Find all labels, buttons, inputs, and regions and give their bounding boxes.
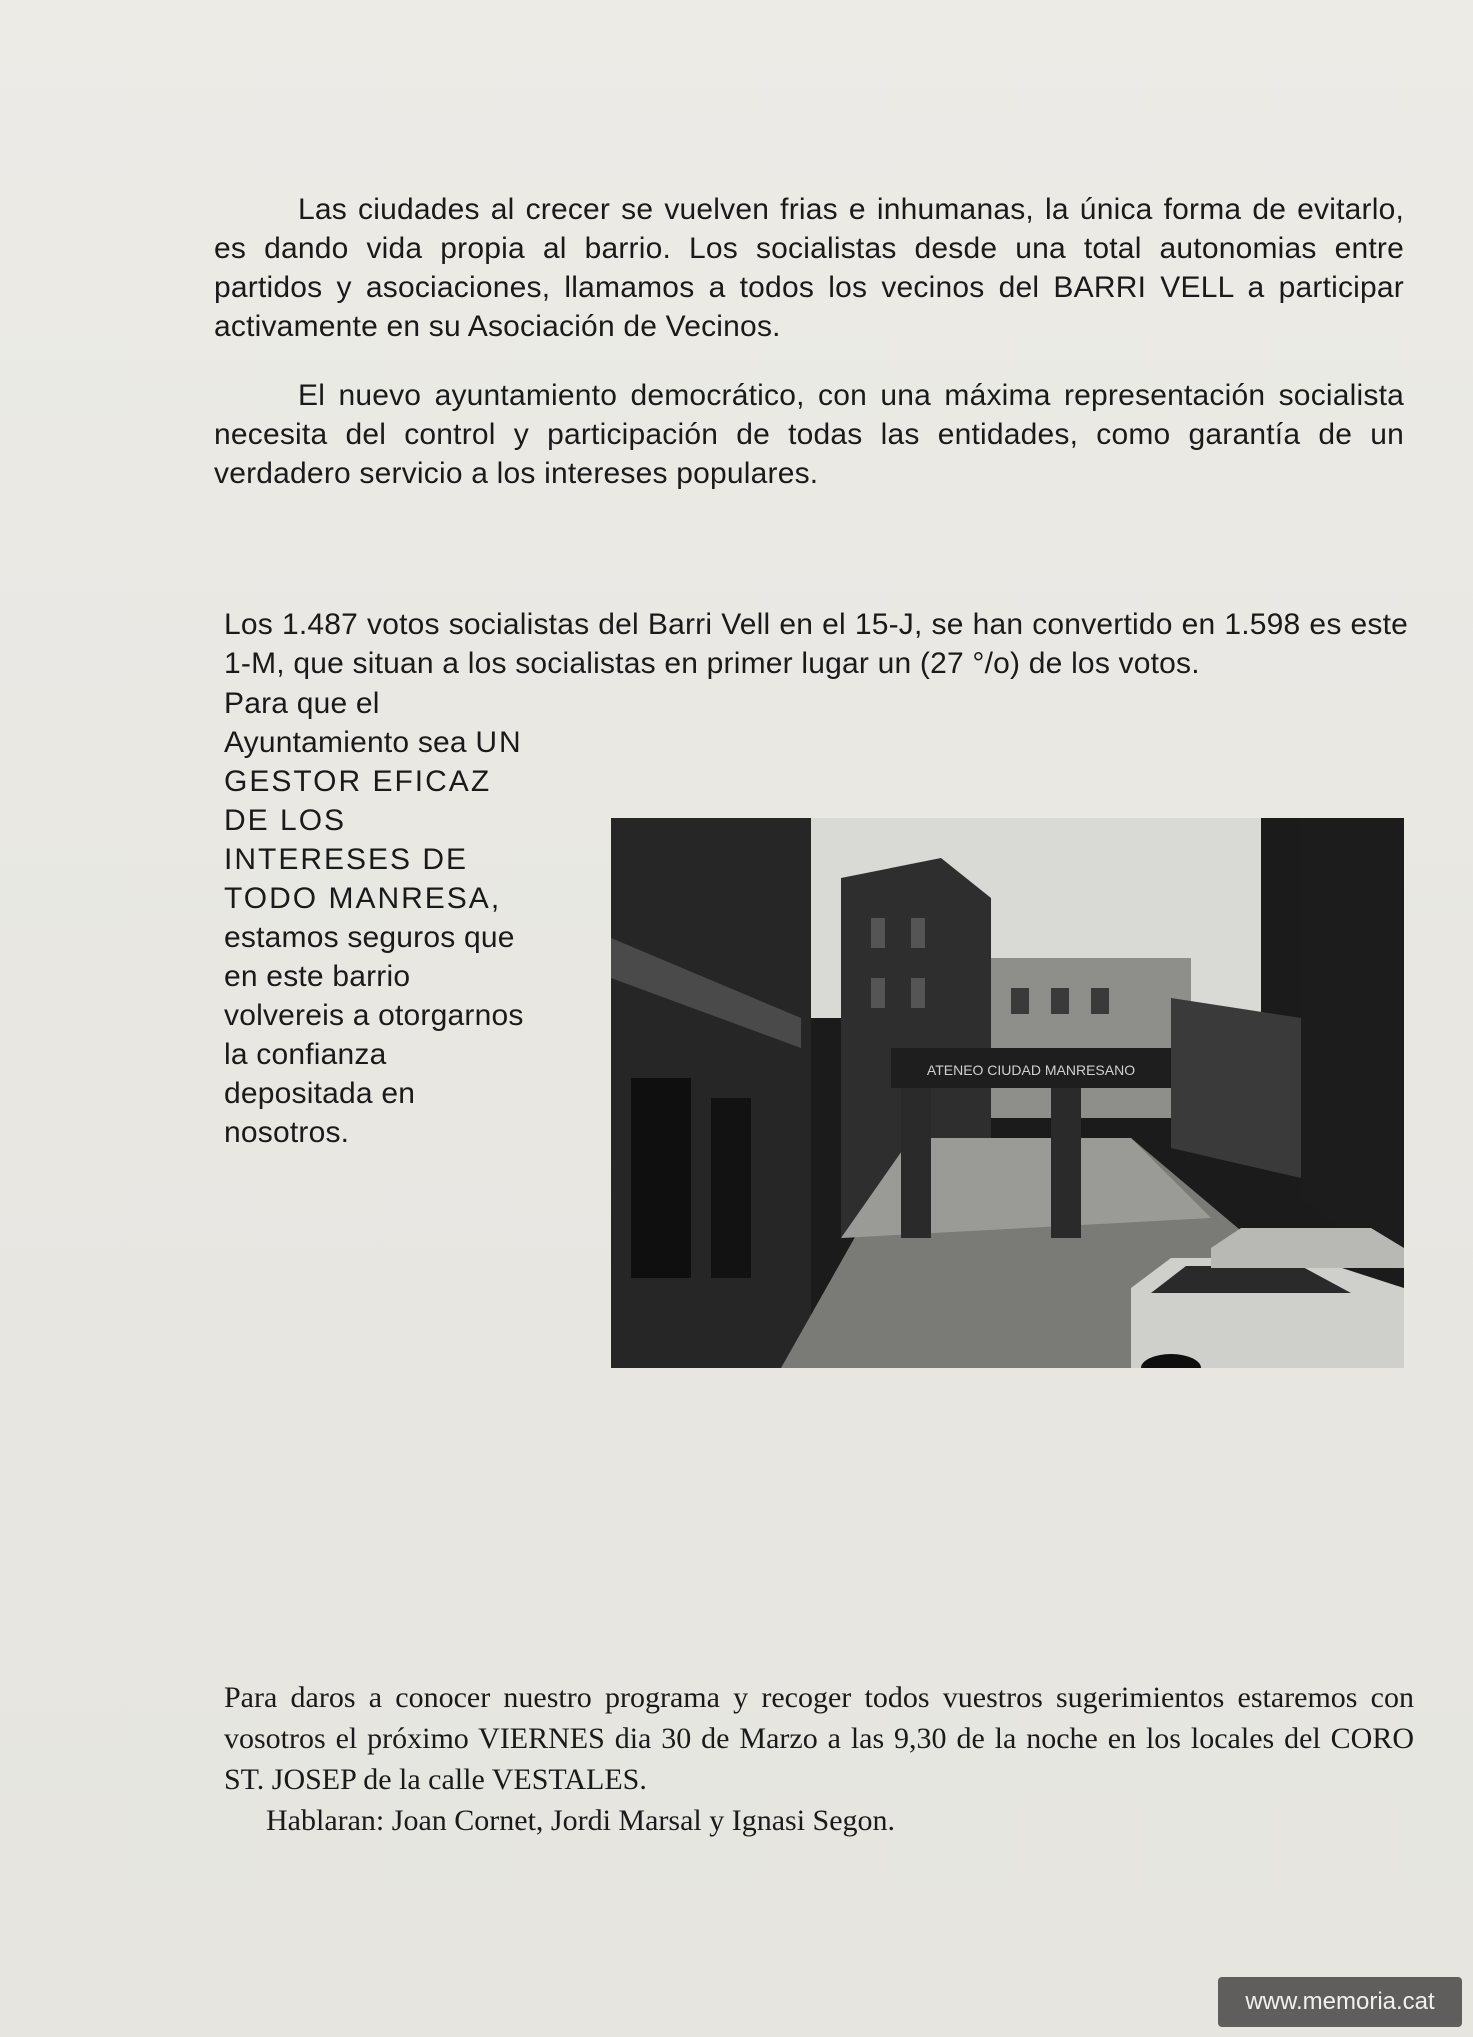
meeting-text: Para daros a conocer nuestro programa y recoger todos vuestros sugerimientos estaremos con vosotros el próximo VIERNES dia 30 de Marzo a las 9,30 de la noche en los locales del CORO ST. JOSEP de la calle VESTALES.: [224, 1681, 1414, 1796]
paragraph-meeting: [224, 1677, 1414, 1841]
paragraph-intro: Las ciudades al crecer se vuelven frias e inhumanas, la única forma de evitarlo, es dando vida propia al barrio. Los socialistas desde una total autonomias entre partidos y asociaciones, llamamos a todos los vecinos del BARRI VELL a participar activamente en su Asociación de Vecinos.: [214, 193, 1404, 343]
column-text-b: estamos seguros que en este barrio volvereis a otorgarnos la confianza depositada en nosotros.: [224, 921, 524, 1149]
photo-sign-text: ATENEO CIUDAD MANRESANO: [926, 1062, 1136, 1078]
column-text-a: Para que el Ayuntamiento sea: [224, 687, 467, 759]
street-photo: [611, 818, 1404, 1368]
speakers-line: Hablaran: Joan Cornet, Jordi Marsal y Ignasi Segon.: [266, 1804, 896, 1837]
street-photo-drawing: [611, 818, 1404, 1368]
watermark-badge: www.memoria.cat: [1218, 1977, 1462, 2027]
paragraph-ayuntamiento: El nuevo ayuntamiento democrático, con una máxima representación socialista necesita del control y participación de todas las entidades, como garantía de un verdadero servicio a los intereses populares.: [214, 379, 1404, 490]
column-text-caps: UN GESTOR EFICAZ DE LOS INTERESES DE TODO MANRESA,: [224, 726, 523, 915]
paragraph-votes-column: [224, 684, 524, 1152]
paragraph-votes: Los 1.487 votos socialistas del Barri Vell en el 15-J, se han convertido en 1.598 es este 1-M, que situan a los socialistas en primer lugar un (27 °/o) de los votos.: [224, 608, 1408, 680]
